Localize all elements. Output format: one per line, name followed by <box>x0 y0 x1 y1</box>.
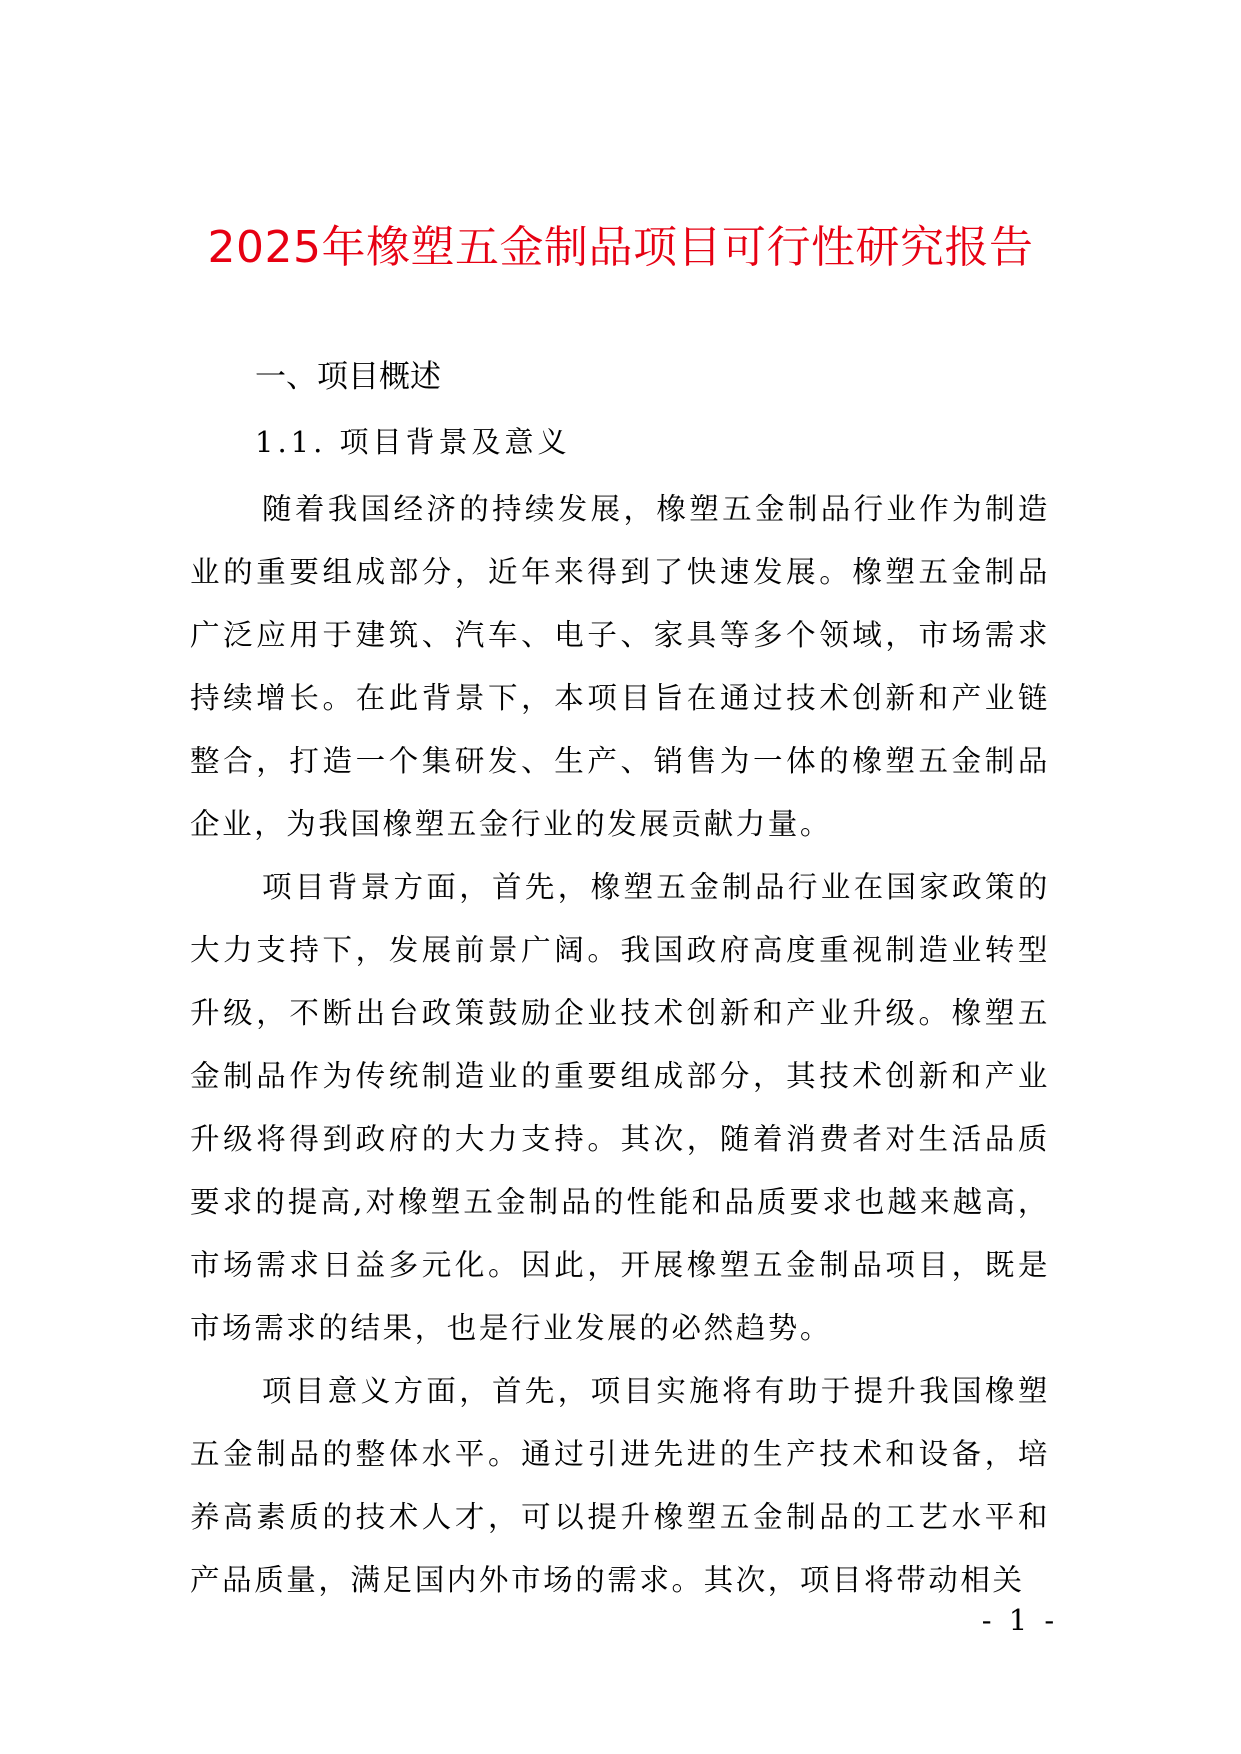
body-paragraph-3: 项目意义方面，首先，项目实施将有助于提升我国橡塑五金制品的整体水平。通过引进先进的生产技术和设备，培养高素质的技术人才，可以提升橡塑五金制品的工艺水平和产品质量，满足国内外市场的需求。其次，项目将带动相关 <box>190 1374 1050 1597</box>
body-paragraph-1: 随着我国经济的持续发展，橡塑五金制品行业作为制造业的重要组成部分，近年来得到了快速发展。橡塑五金制品广泛应用于建筑、汽车、电子、家具等多个领域，市场需求持续增长。在此背景下，本项目旨在通过技术创新和产业链整合，打造一个集研发、生产、销售为一体的橡塑五金制品企业，为我国橡塑五金行业的发展贡献力量。 <box>190 492 1050 841</box>
subsection-heading: 1.1. 项目背景及意义 <box>255 425 571 459</box>
document-title: 2025年橡塑五金制品项目可行性研究报告 <box>207 222 1034 273</box>
page-number: - 1 - <box>981 1603 1059 1637</box>
body-paragraph-2: 项目背景方面，首先，橡塑五金制品行业在国家政策的大力支持下，发展前景广阔。我国政府高度重视制造业转型升级，不断出台政策鼓励企业技术创新和产业升级。橡塑五金制品作为传统制造业的重要组成部分，其技术创新和产业升级将得到政府的大力支持。其次，随着消费者对生活品质要求的提高,对橡塑五金制品的性能和品质要求也越来越高，市场需求日益多元化。因此，开展橡塑五金制品项目，既是市场需求的结果，也是行业发展的必然趋势。 <box>190 870 1050 1345</box>
section-heading: 一、项目概述 <box>255 359 441 395</box>
